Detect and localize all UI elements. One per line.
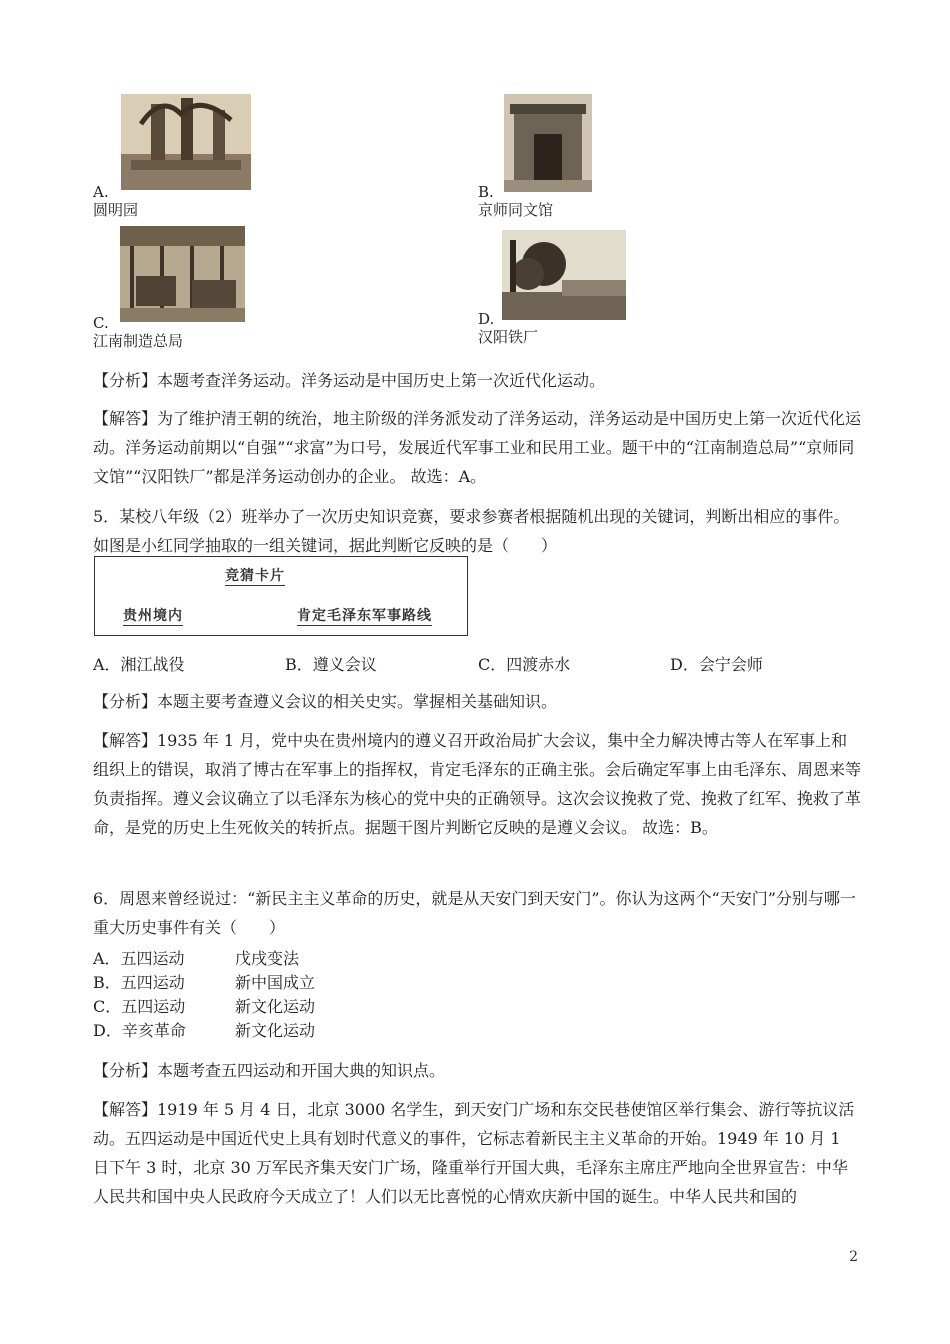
q6-stem: 6．周恩来曾经说过：“新民主主义革命的历史，就是从天安门到天安门”。你认为这两个“天安门”分别与哪一重大历史事件有关（ ） [93, 889, 856, 937]
q6-choice-c-label: C．五四运动 [93, 997, 186, 1016]
q6-choice-a-label: A．五四运动 [93, 949, 185, 968]
q6-answer: 【解答】1919 年 5 月 4 日，北京 3000 名学生，到天安门广场和东交民巷使馆区举行集会、游行等抗议活动。五四运动是中国近代史上具有划时代意义的事件，它标志着新民主主义革命的开始。1949 年 10 月 1 日下午 3 时，北京 30 万军民齐集天安门广场，隆重举行开国大典，毛泽东主席庄严地向全世界宣告：中华人民共和国中央人民政府今天成立了！人们以无比喜悦的心情欢庆新中国的诞生。中华人民共和国的 [93, 1100, 855, 1206]
q6-analysis: 【分析】本题考查五四运动和开国大典的知识点。 [93, 1061, 446, 1080]
q5-choice-d[interactable]: D．会宁会师 [670, 655, 763, 674]
q5-choice-b[interactable]: B．遵义会议 [285, 655, 377, 674]
q5-choice-a[interactable]: A．湘江战役 [93, 655, 185, 674]
guess-card [94, 556, 468, 636]
q6-choice-c[interactable] [93, 994, 315, 1017]
guess-card-left-keyword: 贵州境内 [123, 605, 183, 626]
q4-answer: 【解答】为了维护清王朝的统治，地主阶级的洋务派发动了洋务运动，洋务运动是中国历史上第一次近代化运动。洋务运动前期以“自强”“求富”为口号，发展近代军事工业和民用工业。题干中的“江南制造总局”“京师同文馆”“汉阳铁厂”都是洋务运动创办的企业。 故选：A。 [93, 409, 862, 486]
q5-stem: 5．某校八年级（2）班举办了一次历史知识竞赛，要求参赛者根据随机出现的关键词，判断出相应的事件。如图是小红同学抽取的一组关键词，据此判断它反映的是（ ） [93, 507, 850, 555]
q6-choice-a[interactable] [93, 946, 299, 969]
page-number: 2 [849, 1249, 858, 1265]
jiangnan-arsenal-photo [120, 226, 245, 322]
option-b-letter: B. [478, 183, 494, 201]
q4-analysis: 【分析】本题考查洋务运动。洋务运动是中国历史上第一次近代化运动。 [93, 371, 606, 390]
yuanmingyuan-ruins-photo [121, 94, 251, 190]
q6-choice-d[interactable] [93, 1018, 315, 1041]
option-b-caption: 京师同文馆 [478, 201, 554, 219]
q6-choice-b-label: B．五四运动 [93, 973, 185, 992]
option-a-caption: 圆明园 [93, 201, 139, 219]
q6-choice-d-label: D．辛亥革命 [93, 1021, 186, 1040]
q6-choice-b-pair: 新中国成立 [235, 973, 316, 992]
q6-choice-a-pair: 戊戌变法 [235, 949, 300, 968]
q6-choice-c-pair: 新文化运动 [235, 997, 316, 1016]
q6-choice-b[interactable] [93, 970, 315, 993]
q5-analysis: 【分析】本题主要考查遵义会议的相关史实。掌握相关基础知识。 [93, 692, 558, 711]
hanyang-ironworks-photo [502, 230, 626, 320]
guess-card-right-keyword: 肯定毛泽东军事路线 [297, 605, 432, 626]
q5-answer: 【解答】1935 年 1 月，党中央在贵州境内的遵义召开政治局扩大会议，集中全力解决博古等人在军事上和组织上的错误，取消了博古在军事上的指挥权，肯定毛泽东的正确主张。会后确定军事上由毛泽东、周恩来等负责指挥。遵义会议确立了以毛泽东为核心的党中央的正确领导。这次会议挽救了党、挽救了红军、挽救了革命，是党的历史上生死攸关的转折点。据题干图片判断它反映的是遵义会议。 故选：B。 [93, 731, 862, 837]
option-d-letter: D. [478, 310, 495, 328]
tongwenguan-gate-photo [504, 94, 592, 192]
option-d-caption: 汉阳铁厂 [478, 328, 539, 346]
q6-choice-d-pair: 新文化运动 [235, 1021, 316, 1040]
guess-card-title: 竞猜卡片 [225, 565, 285, 586]
option-c-letter: C. [93, 314, 109, 332]
option-c-caption: 江南制造总局 [93, 332, 184, 350]
q5-choice-c[interactable]: C．四渡赤水 [478, 655, 571, 674]
option-a-letter: A. [93, 183, 109, 201]
